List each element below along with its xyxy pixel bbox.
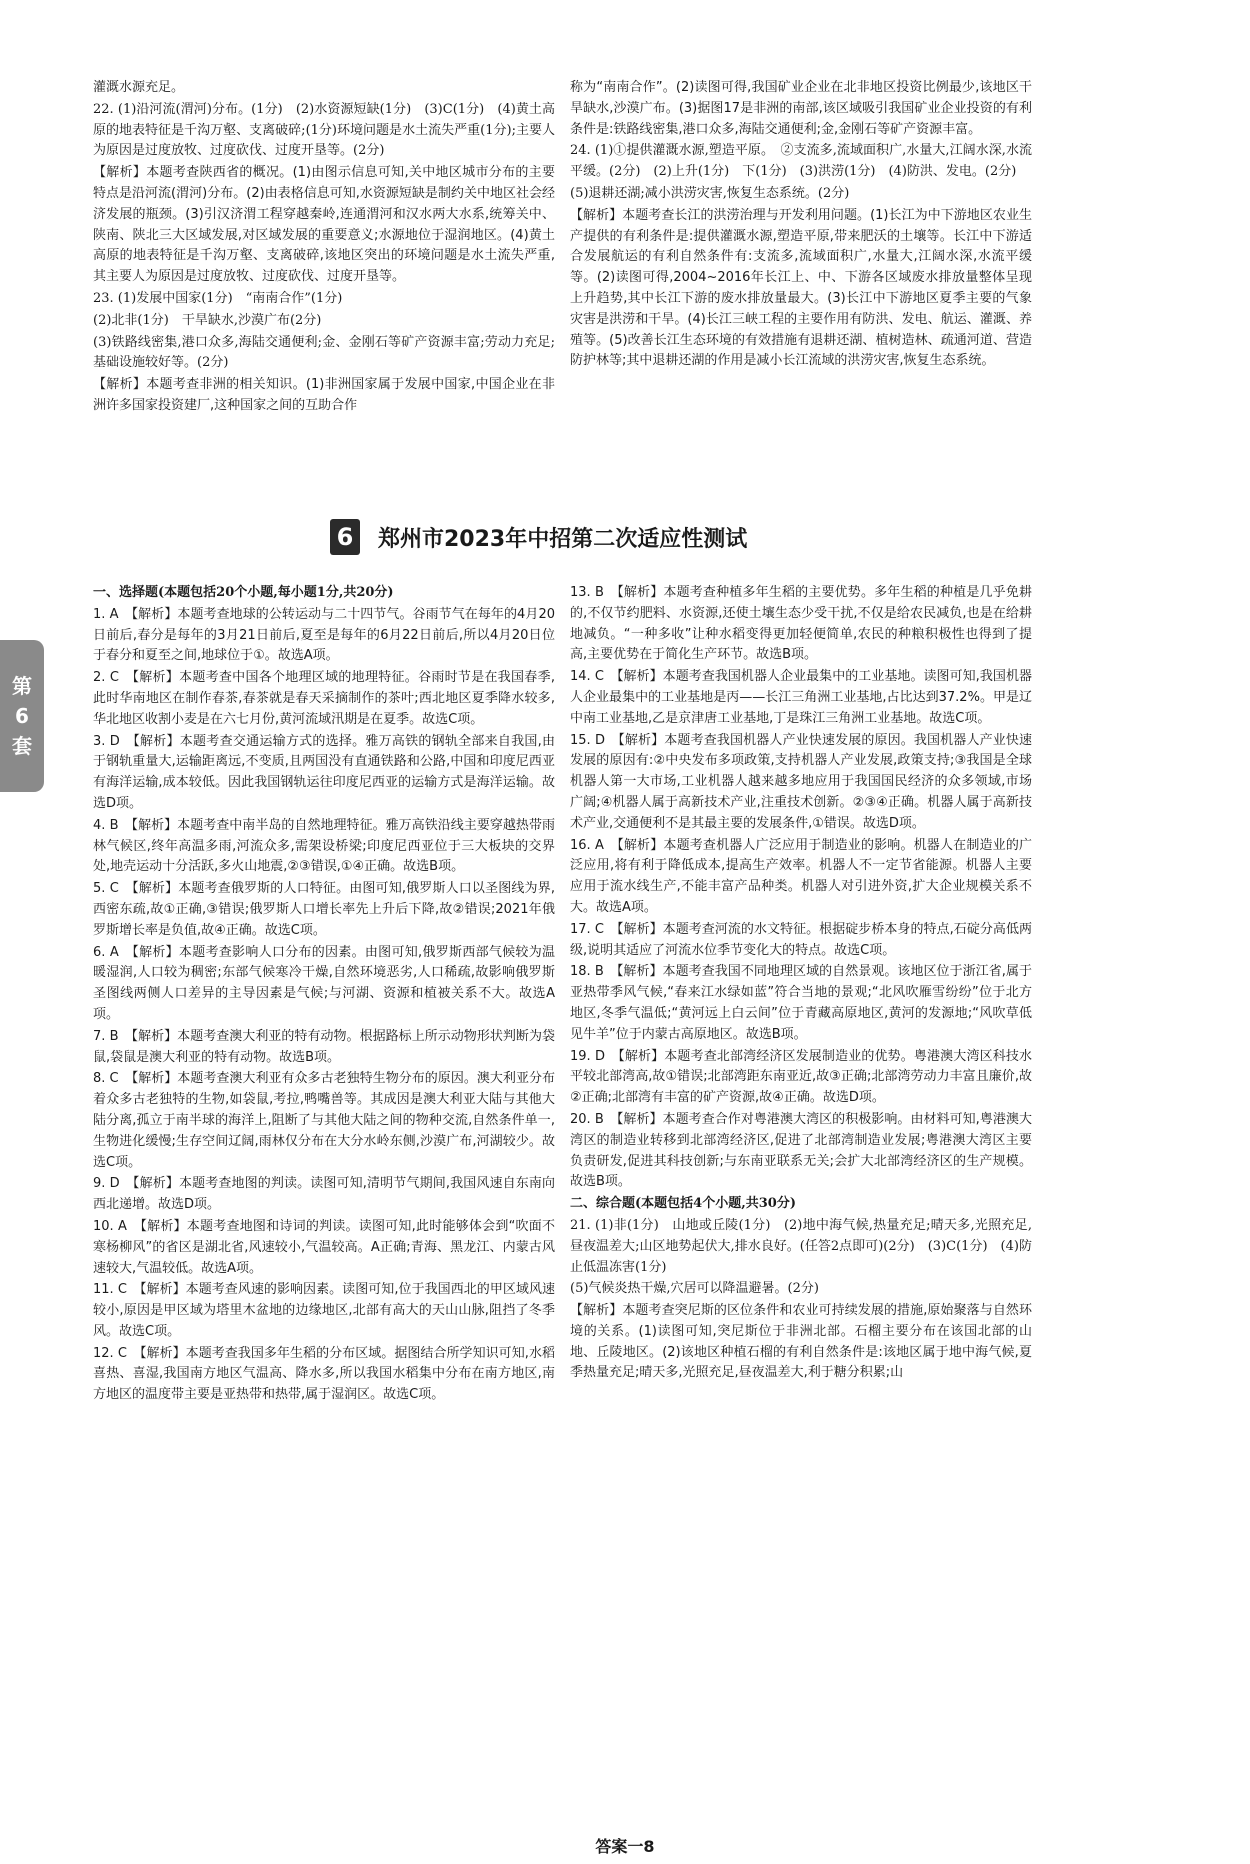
analysis-22: 【解析】本题考查陕西省的概况。(1)由图示信息可知,关中地区城市分布的主要特点是沿河流(渭河)分布。(2)由表格信息可知,水资源短缺是制约关中地区社会经济发展的瓶颈。(3)引汉济渭工程穿越秦岭,连通渭河和汉水两大水系,统筹关中、陕南、陕北三大区域发展,对区域发展的重要意义;水源地位于湿润地区。(4)黄土高原的地表特征是千沟万壑、支离破碎,该地区突出的环境问题是水土流失严重,其主要人为原因是过度放牧、过度砍伐、过度开垦等。	[93, 165, 555, 285]
answer-24: 24. (1)①提供灌溉水源,塑造平原。 ②支流多,流域面积广,水量大,江阔水深,水流平缓。(2分) (2)上升(1分) 下(1分) (3)洪涝(1分) (4)防洪、发电。(2分)	[570, 143, 1032, 180]
answer-23-1: 23. (1)发展中国家(1分) “南南合作”(1分)	[93, 290, 343, 306]
answer-item: 3. D 【解析】本题考查交通运输方式的选择。雅万高铁的钢轨全部来自我国,由于钢轨重量大,运输距离远,不变质,且两国没有直通铁路和公路,中国和印度尼西亚有海洋运输,成本较低。因此我国钢轨运往印度尼西亚的运输方式是海洋运输。故选D项。	[93, 733, 555, 811]
answer-item: 12. C 【解析】本题考查我国多年生稻的分布区域。据图结合所学知识可知,水稻喜热、喜湿,我国南方地区气温高、降水多,所以我国水稻集中分布在南方地区,南方地区的温度带主要是亚热带和热带,属于湿润区。故选C项。	[93, 1345, 555, 1403]
answer-item: 19. D 【解析】本题考查北部湾经济区发展制造业的优势。粤港澳大湾区科技水平较北部湾高,故①错误;北部湾距东南亚近,故③正确;北部湾劳动力丰富且廉价,故②正确;北部湾有丰富的矿产资源,故④正确。故选D项。	[570, 1048, 1032, 1106]
answer-item: 16. A 【解析】本题考查机器人广泛应用于制造业的影响。机器人在制造业的广泛应用,将有利于降低成本,提高生产效率。机器人不一定节省能源。机器人主要应用于流水线生产,不能丰富产品种类。机器人对引进外资,扩大企业规模关系不大。故选A项。	[570, 837, 1032, 915]
section-heading-comprehensive: 二、综合题(本题包括4个小题,共30分)	[570, 1196, 796, 1212]
bottom-right-column	[570, 583, 1032, 1385]
answer-item: 10. A 【解析】本题考查地图和诗词的判读。读图可知,此时能够体会到“吹面不寒杨柳风”的省区是湖北省,风速较小,气温较高。A正确;青海、黑龙江、内蒙古风速较大,气温较低。故选A项。	[93, 1218, 555, 1276]
side-tab-char: 套	[12, 734, 32, 758]
answer-item: 5. C 【解析】本题考查俄罗斯的人口特征。由图可知,俄罗斯人口以圣图线为界,西密东疏,故①正确,③错误;俄罗斯人口增长率先上升后下降,故②错误;2021年俄罗斯增长率是负值,故④正确。故选C项。	[93, 881, 555, 938]
top-right-column	[570, 78, 1032, 373]
analysis-23-continued: 称为“南南合作”。(2)读图可得,我国矿业企业在北非地区投资比例最少,该地区干旱缺水,沙漠广布。(3)据图17是非洲的南部,该区域吸引我国矿业企业投资的有利条件是:铁路线密集,港口众多,海陆交通便利;金,金刚石等矿产资源丰富。	[570, 80, 1032, 137]
answer-item: 2. C 【解析】本题考查中国各个地理区域的地理特征。谷雨时节是在我国春季,此时华南地区在制作春茶,春茶就是春天采摘制作的茶叶;西北地区夏季降水较多,华北地区收割小麦是在六七月份,黄河流域汛期是在夏季。故选C项。	[93, 670, 555, 727]
top-left-column	[93, 78, 555, 418]
answer-item: 4. B 【解析】本题考查中南半岛的自然地理特征。雅万高铁沿线主要穿越热带雨林气候区,终年高温多雨,河流众多,需架设桥梁;印度尼西亚位于三大板块的交界处,地壳运动十分活跃,多火山地震,②③错误,①④正确。故选B项。	[93, 817, 555, 875]
analysis-21: 【解析】本题考查突尼斯的区位条件和农业可持续发展的措施,原始聚落与自然环境的关系。(1)读图可知,突尼斯位于非洲北部。石榴主要分布在该国北部的山地、丘陵地区。(2)该地区种植石榴的有利自然条件是:该地区属于地中海气候,夏季热量充足;晴天多,光照充足,昼夜温差大,利于糖分积累;山	[570, 1303, 1032, 1381]
answer-item: 8. C 【解析】本题考查澳大利亚有众多古老独特生物分布的原因。澳大利亚分布着众多古老独特的生物,如袋鼠,考拉,鸭嘴兽等。其成因是澳大利亚大陆与其他大陆分离,孤立于南半球的海洋上,阻断了与其他大陆之间的物种交流,自然条件单一,生物进化缓慢;生存空间辽阔,雨林仅分布在大分水岭东侧,沙漠广布,河湖较少。故选C项。	[93, 1071, 555, 1170]
answer-21-5: (5)气候炎热干燥,穴居可以降温避暑。(2分)	[570, 1281, 819, 1297]
answer-item: 15. D 【解析】本题考查我国机器人产业快速发展的原因。我国机器人产业快速发展的原因有:②中央发布多项政策,支持机器人产业发展,政策支持;③我国是全球机器人第一大市场,工业机器人越来越多地应用于我国国民经济的众多领域,市场广阔;④机器人属于高新技术产业,注重技术创新。②③④正确。机器人属于高新技术产业,交通便利不是其最主要的发展条件,①错误。故选D项。	[570, 732, 1032, 831]
page-footer: 答案一8	[595, 1837, 655, 1856]
section-title: 郑州市2023年中招第二次适应性测试	[378, 526, 748, 552]
answer-23-2: (2)北非(1分) 干旱缺水,沙漠广布(2分)	[93, 312, 322, 328]
answer-item: 18. B 【解析】本题考查我国不同地理区域的自然景观。该地区位于浙江省,属于亚热带季风气候,“春来江水绿如蓝”符合当地的景观;“北风吹雁雪纷纷”位于北方地区,冬季气温低;“黄河远上白云间”位于青藏高原地区,黄河的发源地;“风吹草低见牛羊”位于内蒙古高原地区。故选B项。	[570, 964, 1032, 1042]
section-title-bar	[330, 515, 747, 559]
answer-item: 17. C 【解析】本题考查河流的水文特征。根据碇步桥本身的特点,石碇分高低两级,说明其适应了河流水位季节变化大的特点。故选C项。	[570, 921, 1032, 958]
answer-22: 22. (1)沿河流(渭河)分布。(1分) (2)水资源短缺(1分) (3)C(1分) (4)黄土高原的地表特征是千沟万壑、支离破碎;(1分)环境问题是水土流失严重(1分);主要人为原因是过度放牧、过度砍伐、过度开垦等。(2分)	[93, 101, 555, 159]
paragraph: 灌溉水源充足。	[93, 80, 185, 95]
answer-item: 7. B 【解析】本题考查澳大利亚的特有动物。根据路标上所示动物形状判断为袋鼠,袋鼠是澳大利亚的特有动物。故选B项。	[93, 1028, 555, 1065]
analysis-23: 【解析】本题考查非洲的相关知识。(1)非洲国家属于发展中国家,中国企业在非洲许多国家投资建厂,这种国家之间的互助合作	[93, 377, 555, 413]
answer-24-5: (5)退耕还湖;减小洪涝灾害,恢复生态系统。(2分)	[570, 185, 850, 201]
answer-item: 6. A 【解析】本题考查影响人口分布的因素。由图可知,俄罗斯西部气候较为温暖湿润,人口较为稠密;东部气候寒冷干燥,自然环境恶劣,人口稀疏,故影响俄罗斯圣图线两侧人口差异的主导因素是气候;与河湖、资源和植被关系不大。故选A项。	[93, 944, 555, 1022]
side-tab-char: 第	[12, 674, 32, 698]
section-heading-choice: 一、选择题(本题包括20个小题,每小题1分,共20分)	[93, 585, 394, 600]
answer-item: 1. A 【解析】本题考查地球的公转运动与二十四节气。谷雨节气在每年的4月20日前后,春分是每年的3月21日前后,夏至是每年的6月22日前后,所以4月20日位于春分和夏至之间,地球位于①。故选A项。	[93, 606, 555, 664]
answer-item: 13. B 【解析】本题考查种植多年生稻的主要优势。多年生稻的种植是几乎免耕的,不仅节约肥料、水资源,还使土壤生态少受干扰,不仅是给农民减负,也是在给耕地减负。“一种多收”让种水稻变得更加轻便简单,农民的种粮积极性也得到了提高,主要优势在于简化生产环节。故选B项。	[570, 585, 1032, 663]
answer-item: 11. C 【解析】本题考查风速的影响因素。读图可知,位于我国西北的甲区域风速较小,原因是甲区域为塔里木盆地的边缘地区,北部有高大的天山山脉,阻挡了冬季风。故选C项。	[93, 1282, 555, 1339]
answer-item: 9. D 【解析】本题考查地图的判读。读图可知,清明节气期间,我国风速自东南向西北递增。故选D项。	[93, 1176, 555, 1213]
answer-item: 14. C 【解析】本题考查我国机器人企业最集中的工业基地。读图可知,我国机器人企业最集中的工业基地是丙——长江三角洲工业基地,占比达到37.2%。甲是辽中南工业基地,乙是京津唐工业基地,丁是珠江三角洲工业基地。故选C项。	[570, 669, 1032, 726]
section-number-badge: 6	[330, 519, 360, 555]
answer-21: 21. (1)非(1分) 山地或丘陵(1分) (2)地中海气候,热量充足;晴天多,光照充足,昼夜温差大;山区地势起伏大,排水良好。(任答2点即可)(2分) (3)C(1分) (4)防止低温冻害(1分)	[570, 1217, 1032, 1275]
side-tab-number: 6	[15, 704, 29, 728]
analysis-24: 【解析】本题考查长江的洪涝治理与开发利用问题。(1)长江为中下游地区农业生产提供的有利条件是:提供灌溉水源,塑造平原,带来肥沃的土壤等。长江中下游适合发展航运的有利自然条件有:支流多,流域面积广,水量大,江阔水深,水流平缓等。(2)读图可得,2004~2016年长江上、中、下游各区域废水排放量整体呈现上升趋势,其中长江下游的废水排放量最大。(3)长江中下游地区夏季主要的气象灾害是洪涝和干旱。(4)长江三峡工程的主要作用有防洪、发电、航运、灌溉、养殖等。(5)改善长江生态环境的有效措施有退耕还湖、植树造林、疏通河道、营造防护林等;其中退耕还湖的作用是减小长江流域的洪涝灾害,恢复生态系统。	[570, 207, 1032, 369]
answer-item: 20. B 【解析】本题考查合作对粤港澳大湾区的积极影响。由材料可知,粤港澳大湾区的制造业转移到北部湾经济区,促进了北部湾制造业发展;粤港澳大湾区主要负责研发,促进其科技创新;与东南亚联系无关;会扩大北部湾经济区的生产规模。故选B项。	[570, 1111, 1032, 1190]
answer-23-3: (3)铁路线密集,港口众多,海陆交通便利;金、金刚石等矿产资源丰富;劳动力充足;基础设施较好等。(2分)	[93, 334, 555, 371]
side-tab	[0, 640, 44, 792]
bottom-left-column	[93, 583, 555, 1407]
